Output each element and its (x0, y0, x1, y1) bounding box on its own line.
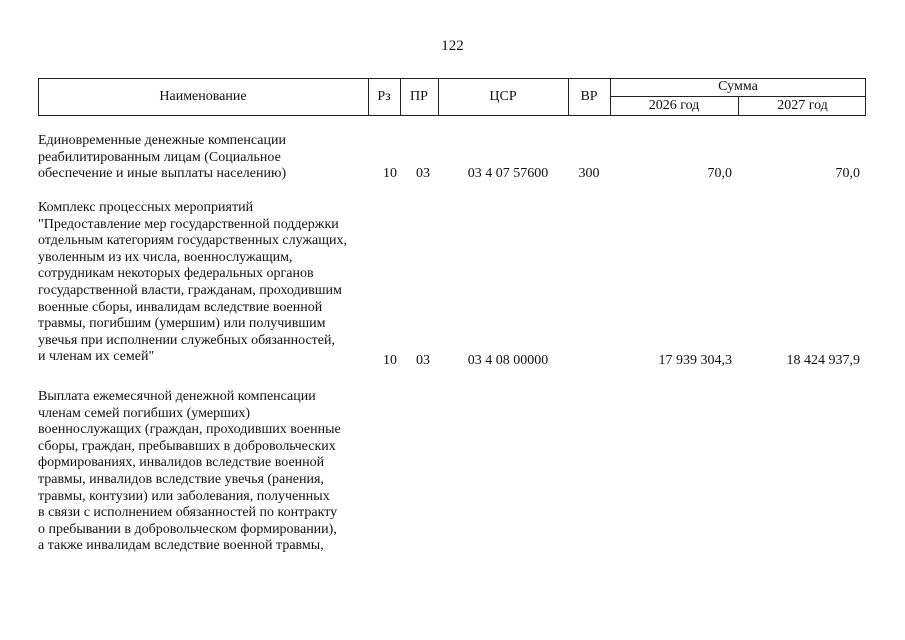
page-number: 122 (441, 38, 464, 54)
row-name-line: сборы, граждан, пребывавших в добровольческих (38, 438, 336, 454)
row-name-line: Комплекс процессных мероприятий (38, 200, 254, 215)
header-sum: Сумма (718, 79, 758, 94)
header-name: Наименование (159, 89, 247, 104)
header-year-2026: 2026 год (648, 98, 700, 113)
row-name-line: сотрудникам некоторых федеральных органов (38, 266, 314, 282)
row-name-line: военнослужащих (граждан, проходивших военные (38, 422, 341, 438)
row-name-line: увечья при исполнении служебных обязанностей, (38, 332, 335, 348)
row-pr: 03 (416, 353, 430, 368)
table-row (38, 389, 866, 561)
row-name-line: Выплата ежемесячной денежной компенсации (38, 389, 316, 404)
row-pr: 03 (416, 166, 430, 181)
row-name-line: формированиях, инвалидов вследствие военной (38, 455, 325, 471)
row-name-line: и членам их семей" (38, 349, 155, 365)
row-csr: 03 4 08 00000 (467, 353, 549, 368)
row-vr: 300 (578, 166, 600, 181)
row-name (38, 133, 370, 183)
header-year-2027: 2027 год (777, 98, 828, 113)
row-name-line: государственной власти, гражданам, проходившим (38, 282, 342, 298)
table-row (38, 133, 866, 185)
row-sum-2026: 70,0 (707, 166, 732, 181)
header-vr: ВР (580, 89, 598, 104)
row-name (38, 200, 370, 366)
row-sum-2027: 70,0 (835, 166, 860, 181)
row-name-line: уволенным из их числа, военнослужащим, (38, 249, 293, 265)
row-name-line: реабилитированным лицам (Социальное (38, 149, 281, 165)
row-name-line: травмы, погибшим (умершим) или получившим (38, 316, 326, 332)
row-name (38, 389, 370, 555)
row-name-line: "Предоставление мер государственной поддержки (38, 216, 339, 232)
row-name-line: военные сборы, инвалидам вследствие военной (38, 299, 323, 315)
row-sum-2027: 18 424 937,9 (786, 353, 860, 368)
table-header (38, 78, 866, 116)
row-name-line: в связи с исполнением обязанностей по контракту (38, 505, 338, 521)
row-csr: 03 4 07 57600 (467, 166, 549, 181)
row-name-line: Единовременные денежные компенсации (38, 133, 286, 148)
row-name-line: а также инвалидам вследствие военной травмы, (38, 538, 324, 554)
row-rz: 10 (383, 166, 397, 181)
row-name-line: травмы, контузии) или заболевания, полученных (38, 488, 330, 504)
row-name-line: отдельным категориям государственных служащих, (38, 233, 348, 249)
row-sum-2026: 17 939 304,3 (658, 353, 732, 368)
header-csr: ЦСР (489, 89, 517, 104)
row-name-line: обеспечение и иные выплаты населению) (38, 166, 287, 182)
header-pr: ПР (410, 89, 428, 104)
row-name-line: травмы, инвалидов вследствие увечья (ранения, (38, 471, 324, 487)
table-row (38, 200, 866, 370)
header-rz: Рз (377, 89, 391, 104)
row-name-line: членам семей погибших (умерших) (38, 405, 251, 421)
row-name-line: о пребывании в добровольческом формировании), (38, 521, 337, 537)
row-rz: 10 (383, 353, 397, 368)
